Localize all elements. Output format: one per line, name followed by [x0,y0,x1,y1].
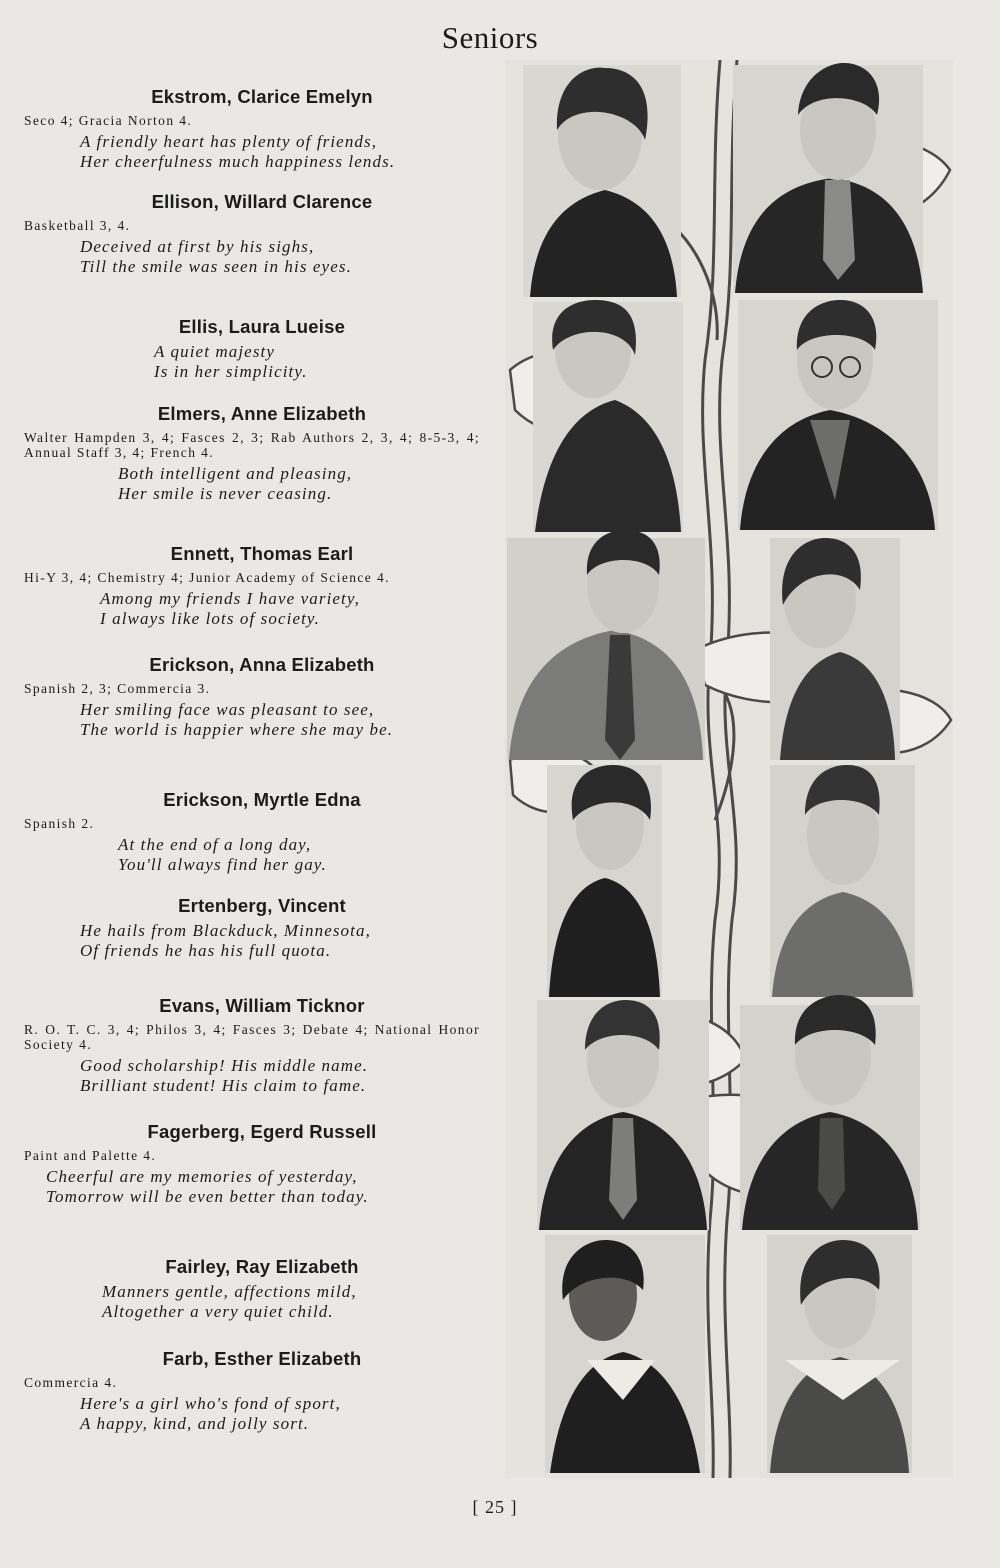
verse-line: Her cheerfulness much happiness lends. [80,152,396,171]
senior-name: Ellis, Laura Lueise [178,316,346,337]
verse-line: A friendly heart has plenty of friends, [80,132,378,151]
senior-name: Ellison, Willard Clarence [151,191,373,212]
senior-verse [24,464,480,504]
senior-name: Fagerberg, Egerd Russell [147,1121,377,1142]
verse-line: Both intelligent and pleasing, [118,464,353,483]
senior-entry [24,1348,480,1434]
verse-line: Altogether a very quiet child. [102,1302,334,1321]
portrait-photo-icon [537,1000,709,1230]
senior-name: Ekstrom, Clarice Emelyn [151,86,373,107]
senior-name: Ertenberg, Vincent [178,895,346,916]
senior-entry [24,995,480,1096]
verse-line: You'll always find her gay. [118,855,327,874]
verse-line: At the end of a long day, [118,835,312,854]
senior-name: Erickson, Anna Elizabeth [149,654,375,675]
senior-activities: R. O. T. C. 3, 4; Philos 3, 4; Fasces 3; Debate 4; National Honor Society 4. [24,1022,480,1052]
senior-name: Evans, William Ticknor [159,995,365,1016]
senior-entry [24,789,480,875]
senior-verse [24,1282,480,1322]
portrait-photo-icon [738,300,938,530]
senior-activities: Commercia 4. [24,1375,118,1390]
verse-line: Tomorrow will be even better than today. [46,1187,369,1206]
page-title: Seniors [441,20,539,55]
verse-line: He hails from Blackduck, Minnesota, [80,921,371,940]
verse-line: The world is happier where she may be. [80,720,394,739]
senior-verse [24,835,480,875]
verse-line: A quiet majesty [154,342,275,361]
portrait-photo-icon [523,65,681,297]
senior-verse [24,1394,480,1434]
portrait-photo-icon [733,63,923,293]
senior-verse [24,342,480,382]
senior-name: Farb, Esther Elizabeth [162,1348,362,1369]
senior-activities: Walter Hampden 3, 4; Fasces 2, 3; Rab Authors 2, 3, 4; 8-5-3, 4; Annual Staff 3, 4; French 4. [24,430,480,460]
portrait-photo-icon [533,300,683,532]
senior-entry [24,654,480,740]
senior-activities: Paint and Palette 4. [24,1148,157,1163]
senior-entry [24,403,480,504]
senior-verse [24,1167,480,1207]
portrait-photo-icon [507,530,705,760]
senior-entry [24,316,480,382]
portrait-photo-icon [545,1235,705,1473]
senior-entry [24,1121,480,1207]
verse-line: Among my friends I have variety, [100,589,360,608]
decorative-vine-background [505,60,953,1478]
verse-line: Is in her simplicity. [154,362,308,381]
portrait-photo-icon [740,995,920,1230]
senior-name: Fairley, Ray Elizabeth [165,1256,359,1277]
portrait-photo-icon [770,538,900,760]
verse-line: Here's a girl who's fond of sport, [80,1394,341,1413]
verse-line: Brilliant student! His claim to fame. [80,1076,367,1095]
verse-line: Deceived at first by his sighs, [80,237,315,256]
senior-entry [24,543,480,629]
senior-activities: Spanish 2, 3; Commercia 3. [24,681,211,696]
senior-entry [24,1256,480,1322]
senior-verse [24,589,480,629]
senior-name: Ennett, Thomas Earl [170,543,354,564]
verse-line: A happy, kind, and jolly sort. [80,1414,310,1433]
page-number: [ 25 ] [472,1497,518,1517]
senior-activities: Seco 4; Gracia Norton 4. [24,113,193,128]
verse-line: I always like lots of society. [100,609,320,628]
verse-line: Her smiling face was pleasant to see, [80,700,375,719]
verse-line: Good scholarship! His middle name. [80,1056,369,1075]
portrait-photo-icon [770,765,915,997]
portrait-photo-icon [767,1235,912,1473]
senior-activities: Spanish 2. [24,816,95,831]
verse-line: Cheerful are my memories of yesterday, [46,1167,358,1186]
senior-entry [24,895,480,961]
senior-name: Elmers, Anne Elizabeth [157,403,367,424]
verse-line: Of friends he has his full quota. [80,941,332,960]
senior-name: Erickson, Myrtle Edna [163,789,361,810]
senior-entry [24,86,480,172]
senior-verse [24,237,480,277]
portrait-panel [505,60,953,1478]
senior-verse [24,1056,480,1096]
senior-entry [24,191,480,277]
verse-line: Manners gentle, affections mild, [102,1282,357,1301]
portrait-photo-icon [547,765,662,997]
verse-line: Till the smile was seen in his eyes. [80,257,352,276]
senior-verse [24,921,480,961]
senior-verse [24,132,480,172]
senior-activities: Hi-Y 3, 4; Chemistry 4; Junior Academy of Science 4. [24,570,390,585]
senior-verse [24,700,480,740]
senior-activities: Basketball 3, 4. [24,218,131,233]
verse-line: Her smile is never ceasing. [118,484,333,503]
